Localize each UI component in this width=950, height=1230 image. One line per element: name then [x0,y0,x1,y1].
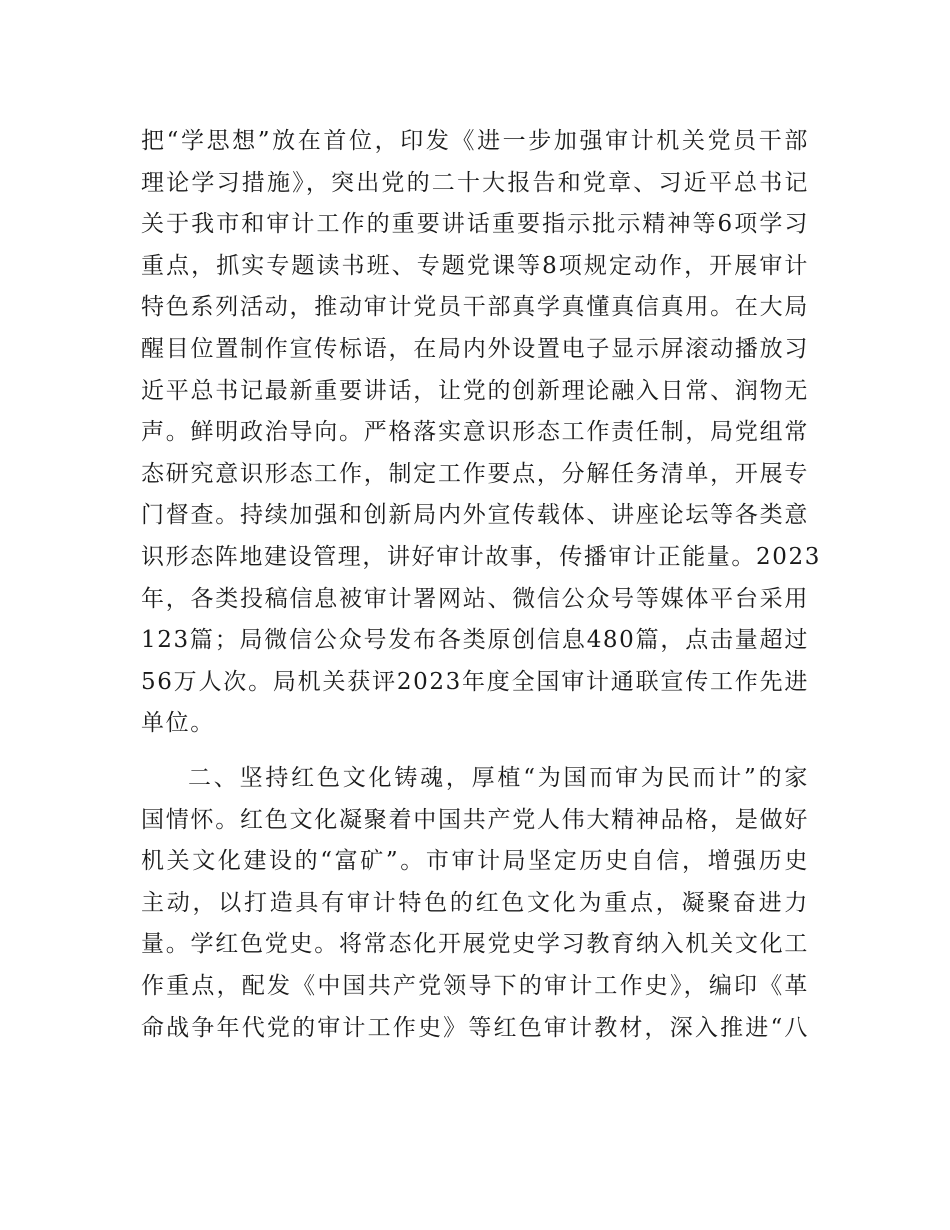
paragraph-line: 主动，以打造具有审计特色的红色文化为重点，凝聚奋进力 [141,889,809,916]
paragraph-line: 二、坚持红色文化铸魂，厚植“为国而审为民而计”的家 [188,765,809,791]
paragraph-2 [141,758,809,1049]
paragraph-line: 关于我市和审计工作的重要讲话重要指示批示精神等6项学习 [141,211,809,238]
paragraph-line: 量。学红色党史。将常态化开展党史学习教育纳入机关文化工 [141,931,809,958]
paragraph-line: 近平总书记最新重要讲话，让党的创新理论融入日常、润物无 [141,377,809,404]
paragraph-line: 声。鲜明政治导向。严格落实意识形态工作责任制，局党组常 [141,419,809,446]
paragraph-line: 重点，抓实专题读书班、专题党课等8项规定动作，开展审计 [141,252,809,279]
paragraph-line: 把“学思想”放在首位，印发《进一步加强审计机关党员干部 [141,128,809,154]
paragraph-line: 作重点，配发《中国共产党领导下的审计工作史》，编印《革 [141,972,809,999]
paragraph-line: 门督查。持续加强和创新局内外宣传载体、讲座论坛等各类意 [141,502,809,529]
paragraph-line: 醒目位置制作宣传标语，在局内外设置电子显示屏滚动播放习 [141,335,809,362]
paragraph-line: 123篇；局微信公众号发布各类原创信息480篇，点击量超过 [141,627,809,654]
paragraph-line: 命战争年代党的审计工作史》等红色审计教材，深入推进“八 [141,1014,809,1041]
paragraph-line: 理论学习措施》，突出党的二十大报告和党章、习近平总书记 [141,169,809,196]
paragraph-line: 态研究意识形态工作，制定工作要点，分解任务清单，开展专 [141,460,809,487]
paragraph-line: 国情怀。红色文化凝聚着中国共产党人伟大精神品格，是做好 [141,806,809,833]
paragraph-line: 单位。 [141,710,215,737]
paragraph-line: 识形态阵地建设管理，讲好审计故事，传播审计正能量。2023 [141,543,821,570]
paragraph-line: 56万人次。局机关获评2023年度全国审计通联宣传工作先进 [141,668,809,695]
paragraph-line: 年，各类投稿信息被审计署网站、微信公众号等媒体平台采用 [141,585,809,612]
paragraph-line: 机关文化建设的“富矿”。市审计局坚定历史自信，增强历史 [141,848,809,875]
paragraph-1 [141,121,821,745]
paragraph-line: 特色系列活动，推动审计党员干部真学真懂真信真用。在大局 [141,294,809,321]
